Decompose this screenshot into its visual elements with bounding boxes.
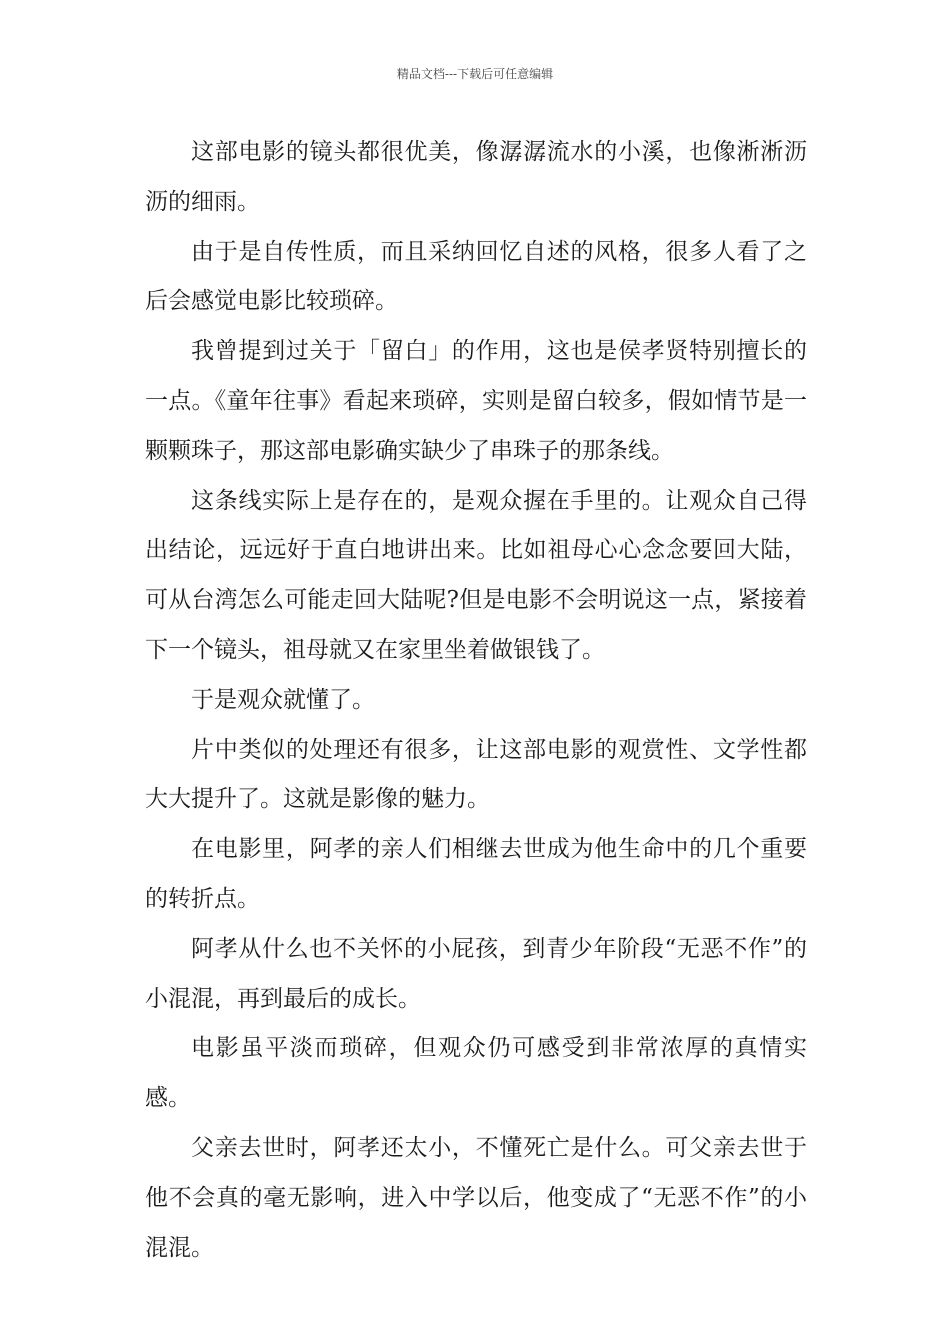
- paragraph: 父亲去世时，阿孝还太小，不懂死亡是什么。可父亲去世于他不会真的毫无影响，进入中学以后，他变成了“无恶不作”的小混混。: [145, 1134, 807, 1261]
- paragraph: 阿孝从什么也不关怀的小屁孩，到青少年阶段“无恶不作”的小混混，再到最后的成长。: [145, 935, 807, 1012]
- paragraph: 于是观众就懂了。: [191, 686, 375, 713]
- paragraph: 这部电影的镜头都很优美，像潺潺流水的小溪，也像淅淅沥沥的细雨。: [145, 139, 807, 215]
- paragraph: 我曾提到过关于「留白」的作用，这也是侯孝贤特别擅长的一点。《童年往事》看起来琐碎，实则是留白较多，假如情节是一颗颗珠子，那这部电影确实缺少了串珠子的那条线。: [145, 338, 807, 464]
- paragraph: 由于是自传性质，而且采纳回忆自述的风格，很多人看了之后会感觉电影比较琐碎。: [145, 238, 807, 315]
- paragraph: 这条线实际上是存在的，是观众握在手里的。让观众自己得出结论，远远好于直白地讲出来。比如祖母心心念念要回大陆，可从台湾怎么可能走回大陆呢?但是电影不会明说这一点，紧接着下一个镜头，祖母就又在家里坐着做银钱了。: [145, 487, 807, 663]
- paragraph: 片中类似的处理还有很多，让这部电影的观赏性、文学性都大大提升了。这就是影像的魅力。: [145, 736, 807, 813]
- paragraph: 在电影里，阿孝的亲人们相继去世成为他生命中的几个重要的转折点。: [145, 836, 807, 912]
- page-header: 精品文档---下载后可任意编辑: [396, 67, 554, 81]
- paragraph: 电影虽平淡而琐碎，但观众仍可感受到非常浓厚的真情实感。: [145, 1035, 807, 1112]
- document-body: [145, 128, 807, 1273]
